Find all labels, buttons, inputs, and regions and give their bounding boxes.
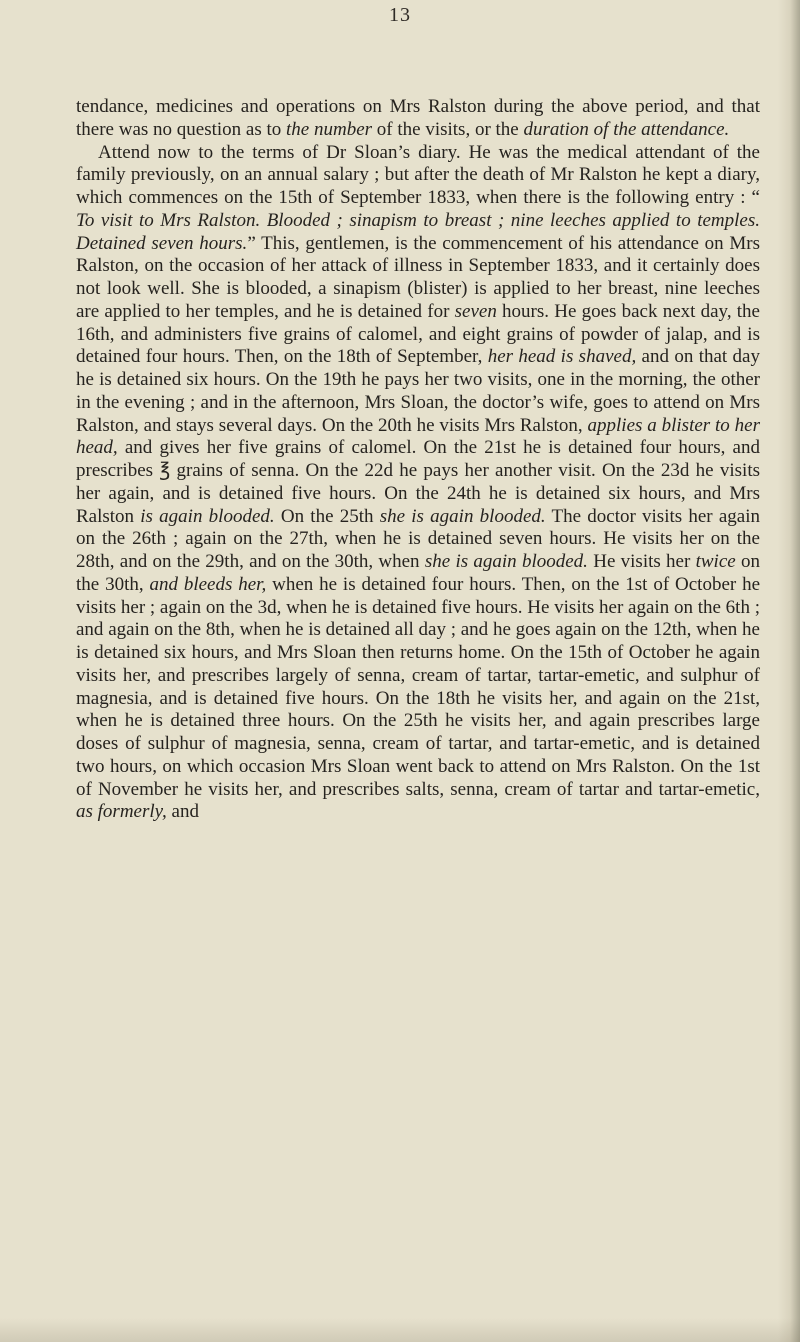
italic-text: she is again blooded.: [379, 505, 546, 527]
italic-text: To visit to Mrs Ralston. Blooded ; sinapism to breast ; nine leeches applied to temples. Detained seven hours.: [76, 209, 760, 254]
italic-text: applies a blister to her head,: [76, 414, 760, 459]
italic-text: as formerly,: [76, 801, 167, 823]
italic-text: seven: [454, 300, 497, 322]
italic-text: the number: [286, 118, 373, 140]
text-segment: Attend now to the terms of Dr Sloan’s diary. He was the medical attendant of the family previously, on an annual salary ; but after the death of Mr Ralston he kept a diary, which commences on the 15th of September 1833, when there is the following entry : “: [76, 141, 760, 208]
paragraph: [76, 142, 760, 825]
page-edge-shadow: [778, 0, 800, 1342]
text-segment: He visits her: [587, 551, 696, 572]
page-bottom-shadow: [0, 1318, 800, 1342]
text-segment: when he is detained four hours. Then, on the 1st of October he visits her ; again on the 3d, when he is detained five hours. He visits her again on the 6th ; and again on the 8th, when he is detained all day ; and he goes again on the 12th, when he is detained six hours, and Mrs Sloan then returns home. On the 15th of October he again visits her, and prescribes largely of senna, cream of tartar, tartar-emetic, and sulphur of magnesia, and is detained five hours. On the 18th he visits her, and again on the 21st, when he is detained three hours. On the 25th he visits her, and again prescribes large doses of sulphur of magnesia, senna, cream of tartar, and tartar-emetic, and is detained two hours, on which occasion Mrs Sloan went back to attend on Mrs Ralston. On the 1st of November he visits her, and prescribes salts, senna, cream of tartar and tartar-emetic,: [76, 573, 761, 800]
text-segment: on the 30th,: [76, 551, 760, 595]
text-segment: and on that day he is detained six hours. On the 19th he pays her two visits, one in the morning, the other in the evening ; and in the afternoon, Mrs Sloan, the doctor’s wife, goes to attend on Mrs Ralston, and stays several days. On the 20th he visits Mrs Ralston,: [76, 346, 760, 436]
page-number: 13: [389, 4, 411, 26]
text-segment: On the 25th: [274, 505, 380, 527]
text-segment: tendance, medicines and operations on Mrs Ralston during the above period, and that there was no question as to: [76, 96, 760, 140]
italic-text: her head is shaved,: [487, 346, 637, 368]
text-segment: ” This, gentlemen, is the commencement of his attendance on Mrs Ralston, on the occasion of her attack of illness in September 1833, and it certainly does not look well. She is blooded, a sinapism (blister) is applied to her breast, nine leeches are applied to her temples, and he is detained for: [76, 232, 760, 322]
text-segment: of the visits, or the: [372, 118, 524, 140]
paragraph: [76, 96, 760, 142]
italic-text: twice: [695, 551, 736, 572]
italic-text: she is again blooded.: [424, 551, 588, 572]
text-segment: hours. He goes back next day, the 16th, and administers five grains of calomel, and eight grains of powder of jalap, and is detained four hours. Then, on the 18th of September,: [76, 300, 760, 368]
italic-text: is again blooded.: [140, 505, 275, 527]
text-segment: and: [166, 801, 199, 823]
italic-text: duration of the attendance.: [523, 118, 730, 140]
text-segment: and gives her five grains of calomel. On the 21st he is detained four hours, and prescribes ℥ grains of senna. On the 22d he pays her another visit. On the 23d he visits her again, and is detained five hours. On the 24th he is detained six hours, and Mrs Ralston: [76, 437, 760, 527]
text-segment: The doctor visits her again on the 26th ; again on the 27th, when he is detained seven hours. He visits her on the 28th, and on the 29th, and on the 30th, when: [76, 505, 760, 572]
body-text: [76, 96, 760, 824]
italic-text: and bleeds her,: [149, 573, 267, 595]
